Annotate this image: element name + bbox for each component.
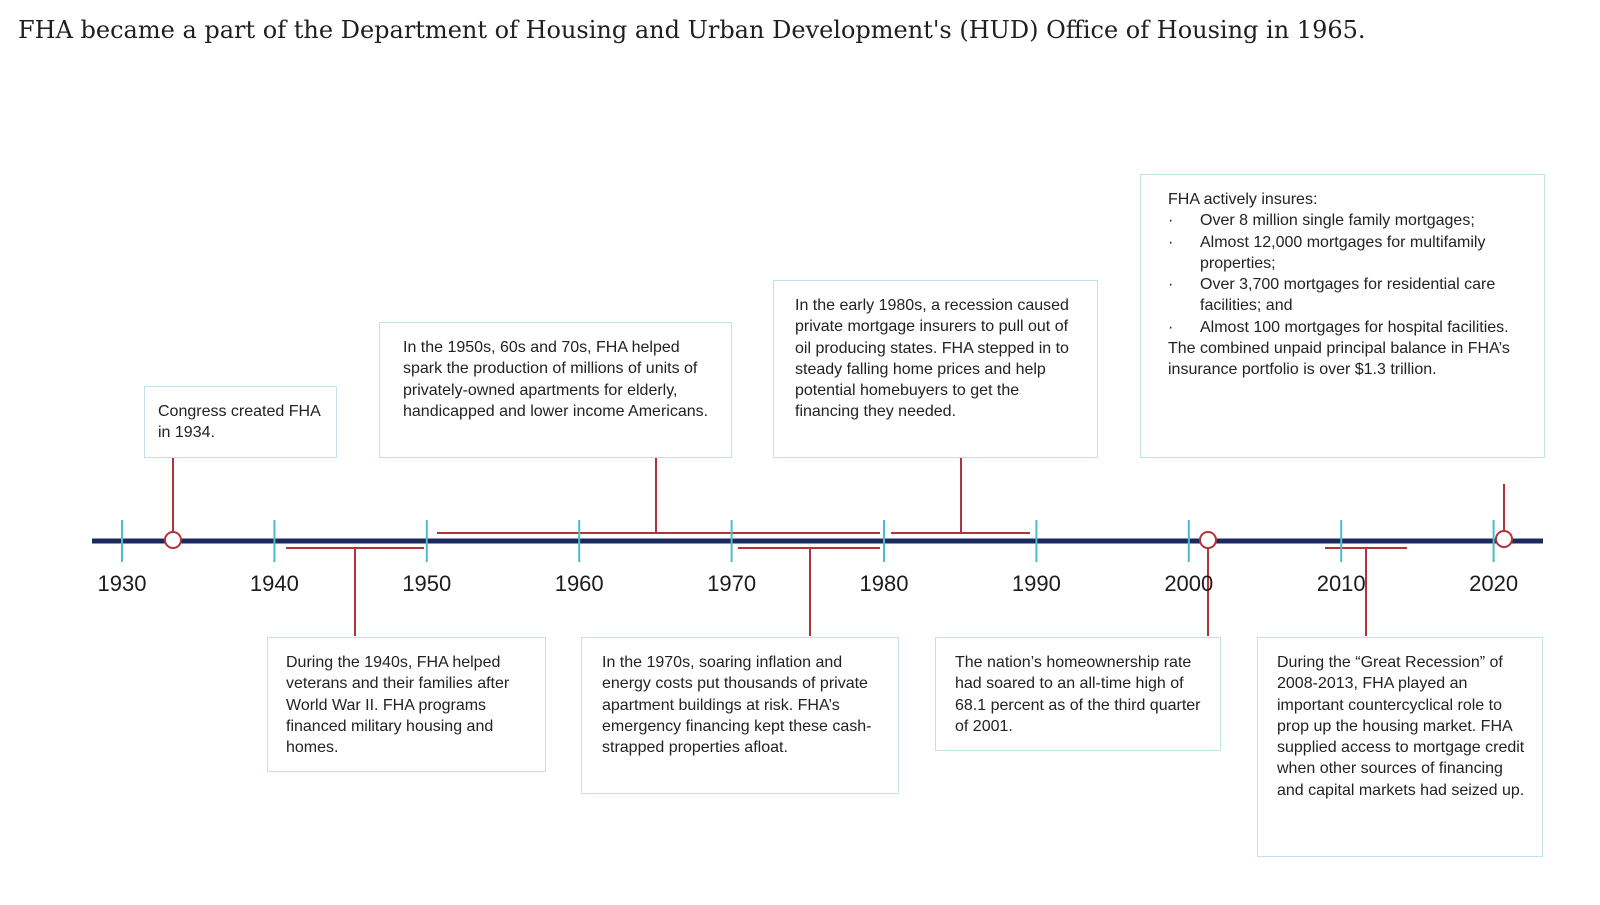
today-item-text: Almost 12,000 mortgages for multifamily properties; [1200, 233, 1486, 272]
year-label: 1990 [1011, 571, 1061, 596]
today-list [1168, 210, 1526, 338]
today-item [1168, 232, 1526, 275]
today-item-text: Over 3,700 mortgages for residential care facilities; and [1200, 276, 1496, 315]
event-box-seventies [581, 637, 899, 794]
today-item [1168, 274, 1526, 317]
today-item [1168, 317, 1526, 338]
today-intro: FHA actively insures: [1168, 191, 1318, 208]
marker-2001 [1200, 532, 1216, 548]
event-text-homeownership: The nation’s homeownership rate had soared to an all-time high of 68.1 percent as of the third quarter of 2001. [955, 654, 1201, 735]
today-item-text: Over 8 million single family mortgages; [1200, 212, 1475, 230]
year-label: 1930 [97, 571, 147, 596]
event-box-forties [267, 637, 546, 772]
year-label: 2020 [1469, 571, 1519, 596]
event-box-eighties [773, 280, 1098, 458]
today-item-text: Almost 100 mortgages for hospital facilities. [1200, 318, 1509, 336]
event-box-recession [1257, 637, 1543, 857]
event-box-homeownership [935, 637, 1221, 751]
today-item [1168, 210, 1526, 231]
event-text-recession: During the “Great Recession” of 2008-2013, FHA played an important countercyclical role to prop up the housing market. FHA supplied access to mortgage credit when other sources of financing and capital markets had seized up. [1277, 654, 1525, 799]
bullet-mark: · [1168, 233, 1174, 251]
year-label: 1950 [402, 571, 452, 596]
bullet-mark: · [1168, 318, 1174, 336]
intro-text: FHA became a part of the Department of Housing and Urban Development's (HUD) Office of Housing in 1965. [18, 16, 1366, 44]
event-text-congress: Congress created FHA in 1934. [158, 403, 320, 442]
connector-lines [173, 457, 1504, 636]
event-text-eighties: In the early 1980s, a recession caused private mortgage insurers to pull out of oil producing states. FHA stepped in to steady falling home prices and help potential homebuyers to get the financing they needed. [795, 297, 1069, 421]
year-label: 1970 [707, 571, 757, 596]
event-box-fifties [379, 322, 732, 458]
today-summary: The combined unpaid principal balance in FHA’s insurance portfolio is over $1.3 trillion. [1168, 340, 1510, 379]
year-label: 1940 [249, 571, 299, 596]
event-text-seventies: In the 1970s, soaring inflation and energy costs put thousands of private apartment buildings at risk. FHA’s emergency financing kept these cash-strapped properties afloat. [602, 654, 872, 757]
year-label: 1960 [554, 571, 604, 596]
year-label: 2010 [1316, 571, 1366, 596]
event-text-fifties: In the 1950s, 60s and 70s, FHA helped spark the production of millions of units of privately-owned apartments for elderly, handicapped and lower income Americans. [403, 339, 709, 420]
event-text-forties: During the 1940s, FHA helped veterans and their families after World War II. FHA programs financed military housing and homes. [286, 654, 510, 757]
year-label: 1980 [859, 571, 909, 596]
event-box-congress [144, 386, 337, 458]
bullet-mark: · [1168, 276, 1174, 294]
marker-1934 [165, 532, 181, 548]
bullet-mark: · [1168, 212, 1174, 230]
year-label: 2000 [1164, 571, 1214, 596]
event-box-today [1140, 174, 1545, 458]
marker-2020 [1496, 531, 1512, 547]
